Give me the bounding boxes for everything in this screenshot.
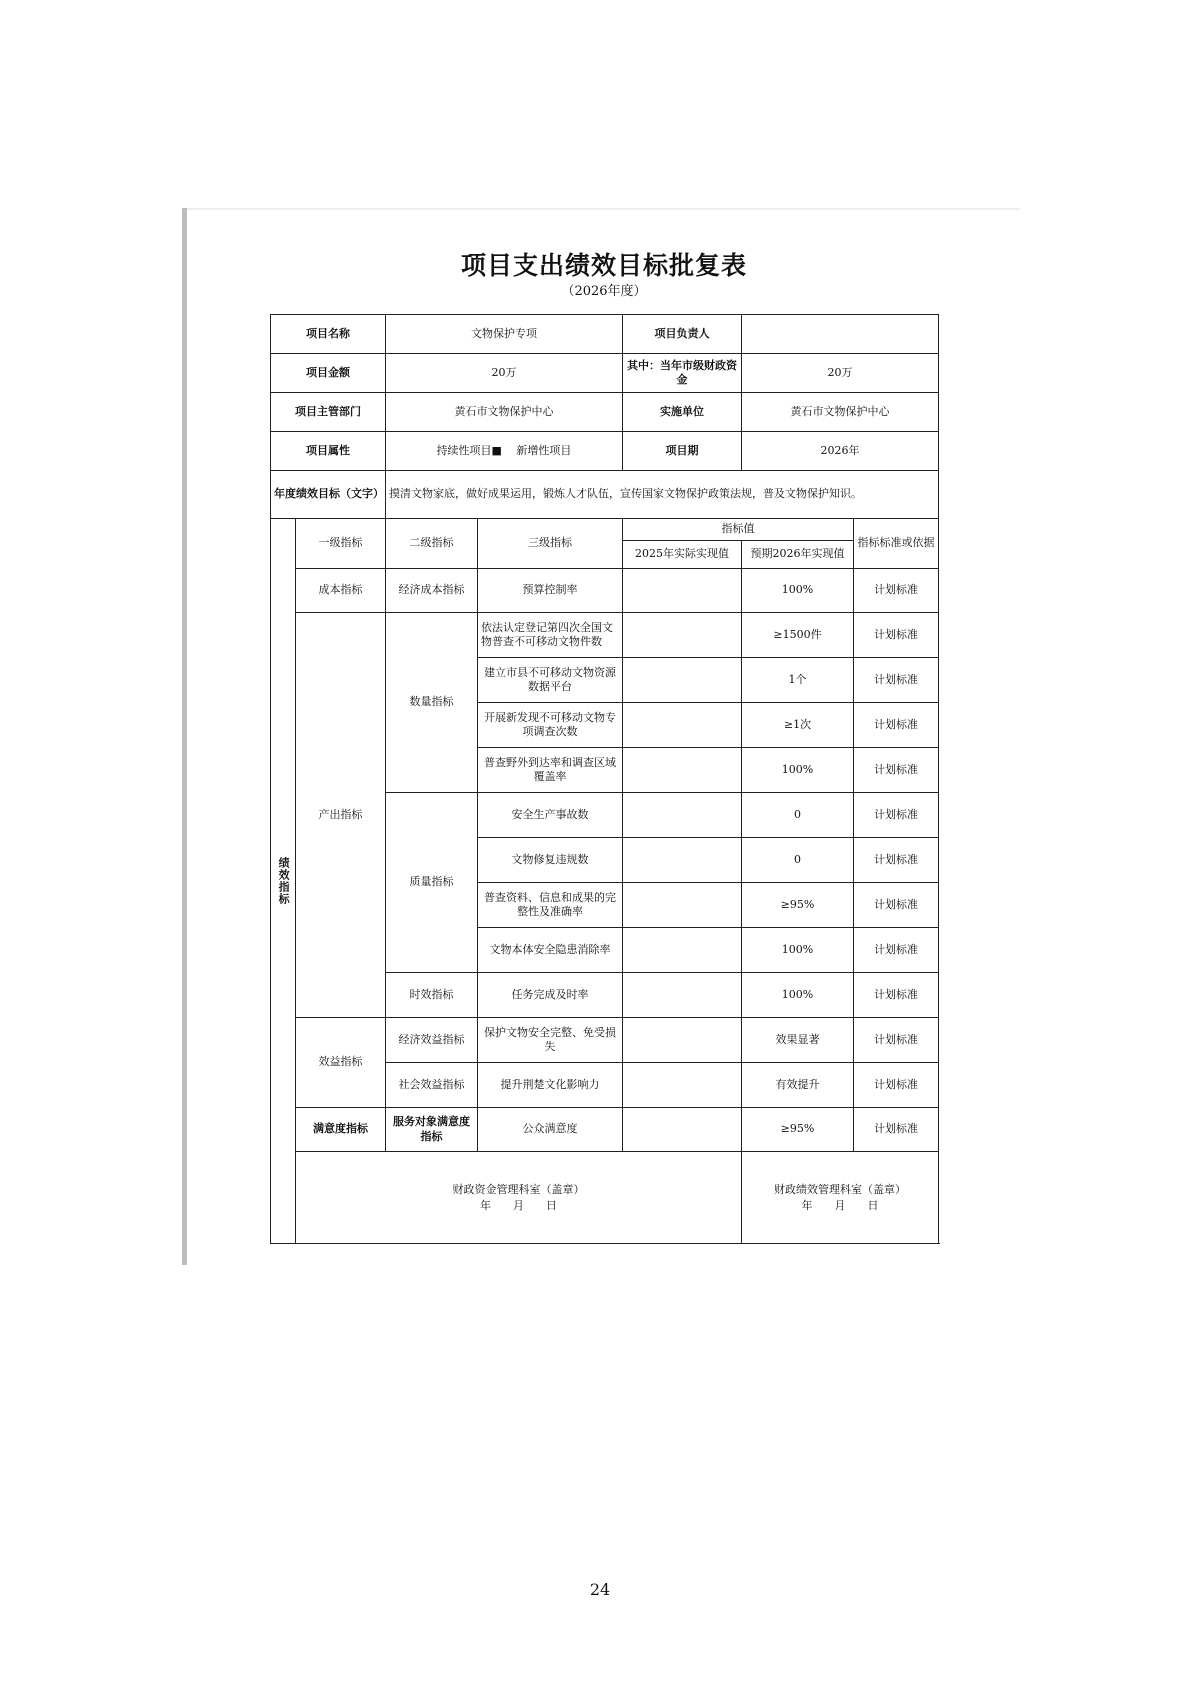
page-number: 24 — [589, 1580, 611, 1599]
amount-value: 20万 — [386, 354, 623, 393]
row-basis: 计划标准 — [854, 748, 939, 793]
left-office-label: 财政资金管理科室（盖章） — [452, 1183, 585, 1197]
row-actual — [623, 793, 742, 838]
performance-target-table — [270, 314, 939, 1244]
row-l3: 文物修复违规数 — [478, 838, 623, 883]
row-actual — [623, 703, 742, 748]
project-name-label: 项目名称 — [271, 315, 386, 354]
row-l3: 提升荆楚文化影响力 — [478, 1063, 623, 1108]
col-expected-2026-header: 预期2026年实现值 — [742, 541, 854, 569]
row-actual — [623, 658, 742, 703]
left-date-line: 年 月 日 — [480, 1198, 557, 1212]
goal-label: 年度绩效目标（文字） — [271, 471, 386, 519]
row-l3: 文物本体安全隐患消除率 — [478, 928, 623, 973]
row-expected: ≥1次 — [742, 703, 854, 748]
row-expected: 100% — [742, 928, 854, 973]
benefit-l1: 效益指标 — [296, 1018, 386, 1108]
table-row — [271, 471, 939, 519]
col-actual-2025-header: 2025年实际实现值 — [623, 541, 742, 569]
row-basis: 计划标准 — [854, 793, 939, 838]
row-l3: 任务完成及时率 — [478, 973, 623, 1018]
row-l3: 建立市县不可移动文物资源数据平台 — [478, 658, 623, 703]
goal-value: 摸清文物家底，做好成果运用，锻炼人才队伍，宣传国家文物保护政策法规，普及文物保护知识。 — [386, 471, 939, 519]
row-actual — [623, 1018, 742, 1063]
attr-label: 项目属性 — [271, 432, 386, 471]
sheet-shadow-top — [187, 208, 1020, 210]
table-row — [271, 1152, 939, 1244]
dept-value: 黄石市文物保护中心 — [386, 393, 623, 432]
row-actual — [623, 838, 742, 883]
econ-benefit-l2: 经济效益指标 — [386, 1018, 478, 1063]
row-actual — [623, 973, 742, 1018]
table-row — [271, 1018, 939, 1063]
social-benefit-l2: 社会效益指标 — [386, 1063, 478, 1108]
table-row — [271, 1108, 939, 1152]
city-funds-label: 其中：当年市级财政资金 — [623, 354, 742, 393]
row-expected: 100% — [742, 748, 854, 793]
table-row — [271, 569, 939, 613]
col-value-group-header: 指标值 — [623, 519, 854, 541]
row-basis: 计划标准 — [854, 569, 939, 613]
row-expected: ≥95% — [742, 1108, 854, 1152]
period-value: 2026年 — [742, 432, 939, 471]
row-basis: 计划标准 — [854, 928, 939, 973]
row-l3: 保护文物安全完整、免受损失 — [478, 1018, 623, 1063]
sheet-shadow-left — [182, 208, 187, 1265]
row-actual — [623, 1063, 742, 1108]
row-expected: 100% — [742, 569, 854, 613]
quality-l2: 质量指标 — [386, 793, 478, 973]
row-actual — [623, 883, 742, 928]
row-basis: 计划标准 — [854, 883, 939, 928]
col-level2-header: 二级指标 — [386, 519, 478, 569]
cost-l2: 经济成本指标 — [386, 569, 478, 613]
row-l3: 普查资料、信息和成果的完整性及准确率 — [478, 883, 623, 928]
row-actual — [623, 1108, 742, 1152]
table-row — [271, 393, 939, 432]
row-actual — [623, 569, 742, 613]
table-row — [271, 613, 939, 658]
project-lead-value — [742, 315, 939, 354]
satisfaction-l2: 服务对象满意度指标 — [386, 1108, 478, 1152]
satisfaction-l1: 满意度指标 — [296, 1108, 386, 1152]
left-signature-cell — [296, 1152, 742, 1244]
document-title: 项目支出绩效目标批复表 — [460, 251, 747, 280]
row-l3: 安全生产事故数 — [478, 793, 623, 838]
right-office-label: 财政绩效管理科室（盖章） — [774, 1183, 906, 1197]
output-l1: 产出指标 — [296, 613, 386, 1018]
table-row — [271, 315, 939, 354]
row-basis: 计划标准 — [854, 1063, 939, 1108]
indicators-section-label: 绩效指标 — [271, 519, 296, 1244]
table-row — [271, 519, 939, 541]
row-basis: 计划标准 — [854, 838, 939, 883]
row-expected: 有效提升 — [742, 1063, 854, 1108]
row-actual — [623, 748, 742, 793]
city-funds-value: 20万 — [742, 354, 939, 393]
row-basis: 计划标准 — [854, 658, 939, 703]
row-l3: 开展新发现不可移动文物专项调查次数 — [478, 703, 623, 748]
col-basis-header: 指标标准或依据 — [854, 519, 939, 569]
right-signature-cell — [742, 1152, 939, 1244]
col-level3-header: 三级指标 — [478, 519, 623, 569]
row-basis: 计划标准 — [854, 1108, 939, 1152]
project-name-value: 文物保护专项 — [386, 315, 623, 354]
row-expected: 0 — [742, 838, 854, 883]
col-level1-header: 一级指标 — [296, 519, 386, 569]
dept-label: 项目主管部门 — [271, 393, 386, 432]
amount-label: 项目金额 — [271, 354, 386, 393]
row-expected: 1个 — [742, 658, 854, 703]
time-l2: 时效指标 — [386, 973, 478, 1018]
row-l3: 依法认定登记第四次全国文物普查不可移动文物件数 — [478, 613, 623, 658]
row-l3: 普查野外到达率和调查区域覆盖率 — [478, 748, 623, 793]
table-row — [271, 354, 939, 393]
row-actual — [623, 613, 742, 658]
period-label: 项目期 — [623, 432, 742, 471]
project-lead-label: 项目负责人 — [623, 315, 742, 354]
impl-unit-value: 黄石市文物保护中心 — [742, 393, 939, 432]
row-basis: 计划标准 — [854, 1018, 939, 1063]
document-subtitle: （2026年度） — [561, 284, 647, 299]
attr-value: 持续性项目■ 新增性项目 — [386, 432, 623, 471]
row-expected: 效果显著 — [742, 1018, 854, 1063]
row-expected: 100% — [742, 973, 854, 1018]
qty-l2: 数量指标 — [386, 613, 478, 793]
row-actual — [623, 928, 742, 973]
row-expected: ≥1500件 — [742, 613, 854, 658]
row-expected: 0 — [742, 793, 854, 838]
row-expected: ≥95% — [742, 883, 854, 928]
table-row — [271, 432, 939, 471]
row-l3: 预算控制率 — [478, 569, 623, 613]
impl-unit-label: 实施单位 — [623, 393, 742, 432]
row-basis: 计划标准 — [854, 703, 939, 748]
cost-l1: 成本指标 — [296, 569, 386, 613]
row-basis: 计划标准 — [854, 613, 939, 658]
row-l3: 公众满意度 — [478, 1108, 623, 1152]
row-basis: 计划标准 — [854, 973, 939, 1018]
right-date-line: 年 月 日 — [801, 1198, 879, 1212]
